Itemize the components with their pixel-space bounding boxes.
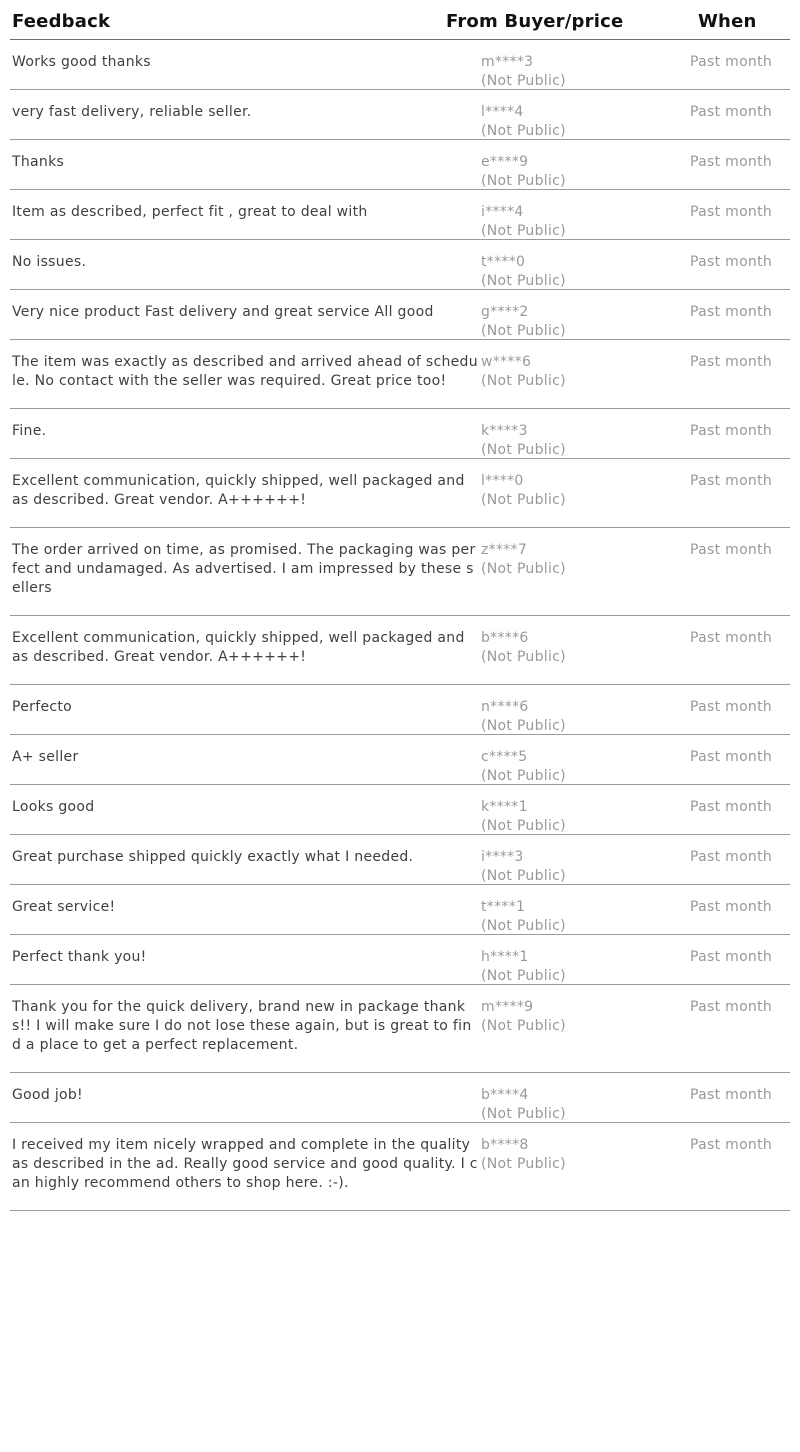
feedback-row bbox=[10, 1123, 790, 1211]
feedback-when: Past month bbox=[690, 104, 773, 120]
feedback-table bbox=[10, 0, 790, 1211]
feedback-row bbox=[10, 735, 790, 785]
feedback-row bbox=[10, 190, 790, 240]
feedback-text: Item as described, perfect fit , great to deal with bbox=[12, 204, 368, 220]
column-header-when: When bbox=[698, 11, 757, 32]
feedback-text: Fine. bbox=[12, 423, 47, 439]
buyer-masked-id: k****1 bbox=[481, 799, 528, 815]
buyer-masked-id: l****4 bbox=[481, 104, 524, 120]
feedback-row bbox=[10, 835, 790, 885]
buyer-privacy-label: (Not Public) bbox=[481, 223, 566, 239]
feedback-text: Good job! bbox=[12, 1087, 83, 1103]
feedback-text: Perfect thank you! bbox=[12, 949, 147, 965]
buyer-masked-id: b****8 bbox=[481, 1137, 529, 1153]
feedback-row bbox=[10, 40, 790, 90]
column-header-from-buyer-price: From Buyer/price bbox=[446, 11, 624, 32]
feedback-when: Past month bbox=[690, 304, 773, 320]
buyer-cell bbox=[481, 103, 690, 139]
feedback-text: Perfecto bbox=[12, 699, 73, 715]
buyer-privacy-label: (Not Public) bbox=[481, 73, 566, 89]
feedback-row bbox=[10, 935, 790, 985]
buyer-masked-id: m****9 bbox=[481, 999, 534, 1015]
buyer-cell bbox=[481, 541, 690, 577]
feedback-when: Past month bbox=[690, 699, 773, 715]
feedback-text: No issues. bbox=[12, 254, 87, 270]
feedback-text: Excellent communication, quickly shipped, well packaged and as described. Great vendor. A++++++! bbox=[12, 630, 470, 665]
feedback-text: The order arrived on time, as promised. The packaging was perfect and undamaged. As advertised. I am impressed by these sellers bbox=[12, 542, 476, 596]
buyer-cell bbox=[481, 253, 690, 289]
buyer-cell bbox=[481, 748, 690, 784]
buyer-masked-id: t****1 bbox=[481, 899, 526, 915]
feedback-row bbox=[10, 528, 790, 616]
buyer-cell bbox=[481, 422, 690, 458]
feedback-row bbox=[10, 340, 790, 409]
buyer-cell bbox=[481, 53, 690, 89]
feedback-row bbox=[10, 985, 790, 1073]
buyer-masked-id: m****3 bbox=[481, 54, 534, 70]
feedback-row bbox=[10, 409, 790, 459]
buyer-cell bbox=[481, 303, 690, 339]
buyer-privacy-label: (Not Public) bbox=[481, 818, 566, 834]
feedback-when: Past month bbox=[690, 849, 773, 865]
feedback-when: Past month bbox=[690, 423, 773, 439]
buyer-cell bbox=[481, 472, 690, 508]
buyer-cell bbox=[481, 998, 690, 1034]
buyer-privacy-label: (Not Public) bbox=[481, 768, 566, 784]
feedback-text: The item was exactly as described and arrived ahead of schedule. No contact with the seller was required. Great price too! bbox=[12, 354, 478, 389]
buyer-masked-id: c****5 bbox=[481, 749, 528, 765]
buyer-cell bbox=[481, 848, 690, 884]
buyer-cell bbox=[481, 948, 690, 984]
buyer-masked-id: t****0 bbox=[481, 254, 526, 270]
buyer-privacy-label: (Not Public) bbox=[481, 649, 566, 665]
feedback-row bbox=[10, 616, 790, 685]
buyer-privacy-label: (Not Public) bbox=[481, 1106, 566, 1122]
feedback-text: Looks good bbox=[12, 799, 95, 815]
buyer-cell bbox=[481, 898, 690, 934]
buyer-privacy-label: (Not Public) bbox=[481, 273, 566, 289]
feedback-when: Past month bbox=[690, 54, 773, 70]
feedback-row bbox=[10, 240, 790, 290]
feedback-when: Past month bbox=[690, 899, 773, 915]
buyer-privacy-label: (Not Public) bbox=[481, 173, 566, 189]
feedback-when: Past month bbox=[690, 473, 773, 489]
feedback-when: Past month bbox=[690, 799, 773, 815]
buyer-masked-id: l****0 bbox=[481, 473, 524, 489]
buyer-privacy-label: (Not Public) bbox=[481, 323, 566, 339]
table-body bbox=[10, 40, 790, 1211]
feedback-row bbox=[10, 685, 790, 735]
buyer-privacy-label: (Not Public) bbox=[481, 123, 566, 139]
feedback-when: Past month bbox=[690, 354, 773, 370]
feedback-text: very fast delivery, reliable seller. bbox=[12, 104, 252, 120]
buyer-masked-id: b****6 bbox=[481, 630, 529, 646]
buyer-privacy-label: (Not Public) bbox=[481, 373, 566, 389]
buyer-masked-id: k****3 bbox=[481, 423, 528, 439]
buyer-masked-id: b****4 bbox=[481, 1087, 529, 1103]
buyer-cell bbox=[481, 153, 690, 189]
feedback-when: Past month bbox=[690, 1137, 773, 1153]
feedback-when: Past month bbox=[690, 254, 773, 270]
buyer-cell bbox=[481, 1136, 690, 1172]
buyer-privacy-label: (Not Public) bbox=[481, 442, 566, 458]
feedback-text: Very nice product Fast delivery and great service All good bbox=[12, 304, 434, 320]
buyer-privacy-label: (Not Public) bbox=[481, 918, 566, 934]
feedback-row bbox=[10, 459, 790, 528]
buyer-masked-id: z****7 bbox=[481, 542, 528, 558]
feedback-text: A+ seller bbox=[12, 749, 79, 765]
buyer-privacy-label: (Not Public) bbox=[481, 1156, 566, 1172]
buyer-masked-id: g****2 bbox=[481, 304, 529, 320]
feedback-when: Past month bbox=[690, 204, 773, 220]
feedback-row bbox=[10, 290, 790, 340]
column-header-feedback: Feedback bbox=[12, 11, 111, 32]
buyer-masked-id: n****6 bbox=[481, 699, 529, 715]
buyer-privacy-label: (Not Public) bbox=[481, 968, 566, 984]
feedback-when: Past month bbox=[690, 749, 773, 765]
buyer-cell bbox=[481, 1086, 690, 1122]
feedback-row bbox=[10, 1073, 790, 1123]
feedback-text: Excellent communication, quickly shipped, well packaged and as described. Great vendor. A++++++! bbox=[12, 473, 470, 508]
buyer-masked-id: i****4 bbox=[481, 204, 524, 220]
feedback-when: Past month bbox=[690, 630, 773, 646]
feedback-when: Past month bbox=[690, 154, 773, 170]
buyer-masked-id: e****9 bbox=[481, 154, 529, 170]
buyer-privacy-label: (Not Public) bbox=[481, 561, 566, 577]
buyer-cell bbox=[481, 353, 690, 389]
feedback-when: Past month bbox=[690, 1087, 773, 1103]
table-header bbox=[10, 0, 790, 40]
feedback-when: Past month bbox=[690, 949, 773, 965]
feedback-text: Works good thanks bbox=[12, 54, 151, 70]
feedback-text: Thank you for the quick delivery, brand new in package thanks!! I will make sure I do not lose these again, but is great to find a place to get a perfect replacement. bbox=[12, 999, 472, 1053]
buyer-cell bbox=[481, 629, 690, 665]
feedback-row bbox=[10, 140, 790, 190]
buyer-masked-id: h****1 bbox=[481, 949, 529, 965]
feedback-text: Great purchase shipped quickly exactly what I needed. bbox=[12, 849, 414, 865]
buyer-privacy-label: (Not Public) bbox=[481, 1018, 566, 1034]
buyer-privacy-label: (Not Public) bbox=[481, 868, 566, 884]
feedback-text: Thanks bbox=[12, 154, 65, 170]
buyer-masked-id: w****6 bbox=[481, 354, 532, 370]
buyer-cell bbox=[481, 798, 690, 834]
feedback-when: Past month bbox=[690, 999, 773, 1015]
feedback-text: Great service! bbox=[12, 899, 116, 915]
buyer-privacy-label: (Not Public) bbox=[481, 718, 566, 734]
buyer-cell bbox=[481, 203, 690, 239]
buyer-masked-id: i****3 bbox=[481, 849, 524, 865]
feedback-row bbox=[10, 90, 790, 140]
feedback-text: I received my item nicely wrapped and complete in the quality as described in the ad. Really good service and good quality. I can highly recommend others to shop here. :-). bbox=[12, 1137, 478, 1191]
buyer-cell bbox=[481, 698, 690, 734]
feedback-row bbox=[10, 885, 790, 935]
feedback-row bbox=[10, 785, 790, 835]
feedback-when: Past month bbox=[690, 542, 773, 558]
buyer-privacy-label: (Not Public) bbox=[481, 492, 566, 508]
